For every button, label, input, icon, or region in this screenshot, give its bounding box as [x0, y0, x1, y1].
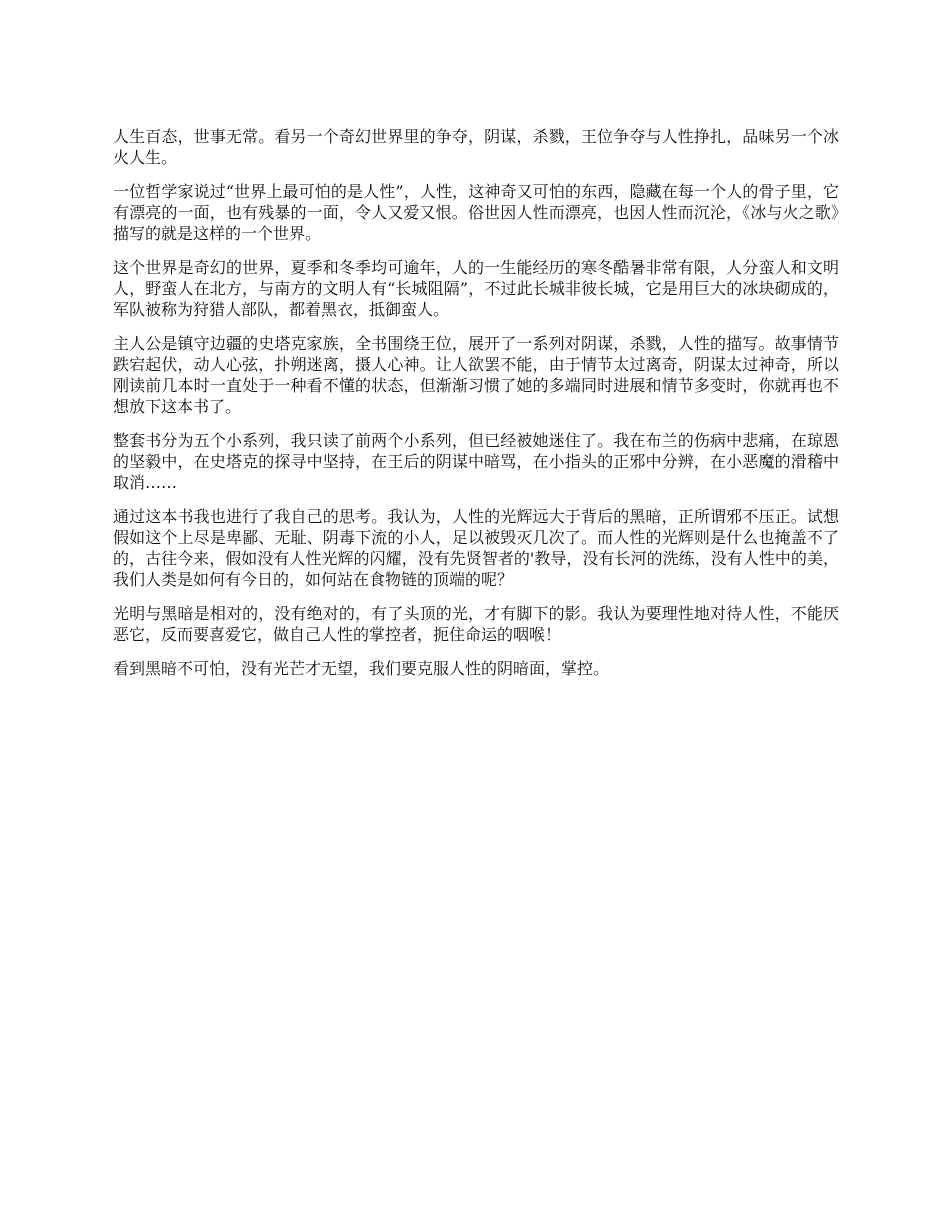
- paragraph-8: 看到黑暗不可怕，没有光芒才无望，我们要克服人性的阴暗面，掌控。: [113, 659, 610, 678]
- paragraph-3: 这个世界是奇幻的世界，夏季和冬季均可逾年，人的一生能经历的寒冬酷暑非常有限，人分蛮人和文明人，野蛮人在北方，与南方的文明人有“长城阻隔”，不过此长城非彼长城，它是用巨大的冰块砌成的，军队被称为狩猎人部队，都着黑衣，抵御蛮人。: [113, 258, 839, 319]
- paragraph-2: 一位哲学家说过“世界上最可怕的是人性”，人性，这神奇又可怕的东西，隐藏在每一个人的骨子里，它有漂亮的一面，也有残暴的一面，令人又爱又恨。俗世因人性而漂亮，也因人性而沉沦，《冰与火之歌》描写的就是这样的一个世界。: [113, 182, 839, 243]
- paragraph-7: 光明与黑暗是相对的，没有绝对的，有了头顶的光，才有脚下的影。我认为要理性地对待人性，不能厌恶它，反而要喜爱它，做自己人性的掌控者，扼住命运的咽喉！: [113, 604, 839, 644]
- document-body: [113, 126, 839, 692]
- paragraph-4: 主人公是镇守边疆的史塔克家族，全书围绕王位，展开了一系列对阴谋，杀戮，人性的描写。故事情节跌宕起伏，动人心弦，扑朔迷离，摄人心神。让人欲罢不能，由于情节太过离奇，阴谋太过神奇，所以刚读前几本时一直处于一种看不懂的状态，但渐渐习惯了她的多端同时进展和情节多变时，你就再也不想放下这本书了。: [113, 334, 839, 416]
- paragraph-5: 整套书分为五个小系列，我只读了前两个小系列，但已经被她迷住了。我在布兰的伤病中悲痛，在琼恩的坚毅中，在史塔克的探寻中坚持，在王后的阴谋中暗骂，在小指头的正邪中分辨，在小恶魔的滑稽中取消……: [113, 431, 839, 492]
- paragraph-1: 人生百态，世事无常。看另一个奇幻世界里的争夺，阴谋，杀戮，王位争夺与人性挣扎，品味另一个冰火人生。: [113, 127, 839, 167]
- paragraph-6: 通过这本书我也进行了我自己的思考。我认为，人性的光辉远大于背后的黑暗，正所谓邪不压正。试想假如这个上尽是卑鄙、无耻、阴毒下流的小人，足以被毁灭几次了。而人性的光辉则是什么也掩盖不了的，古往今来，假如没有人性光辉的闪耀，没有先贤智者的'教导，没有长河的洗练，没有人性中的美，我们人类是如何有今日的，如何站在食物链的顶端的呢？: [113, 507, 839, 589]
